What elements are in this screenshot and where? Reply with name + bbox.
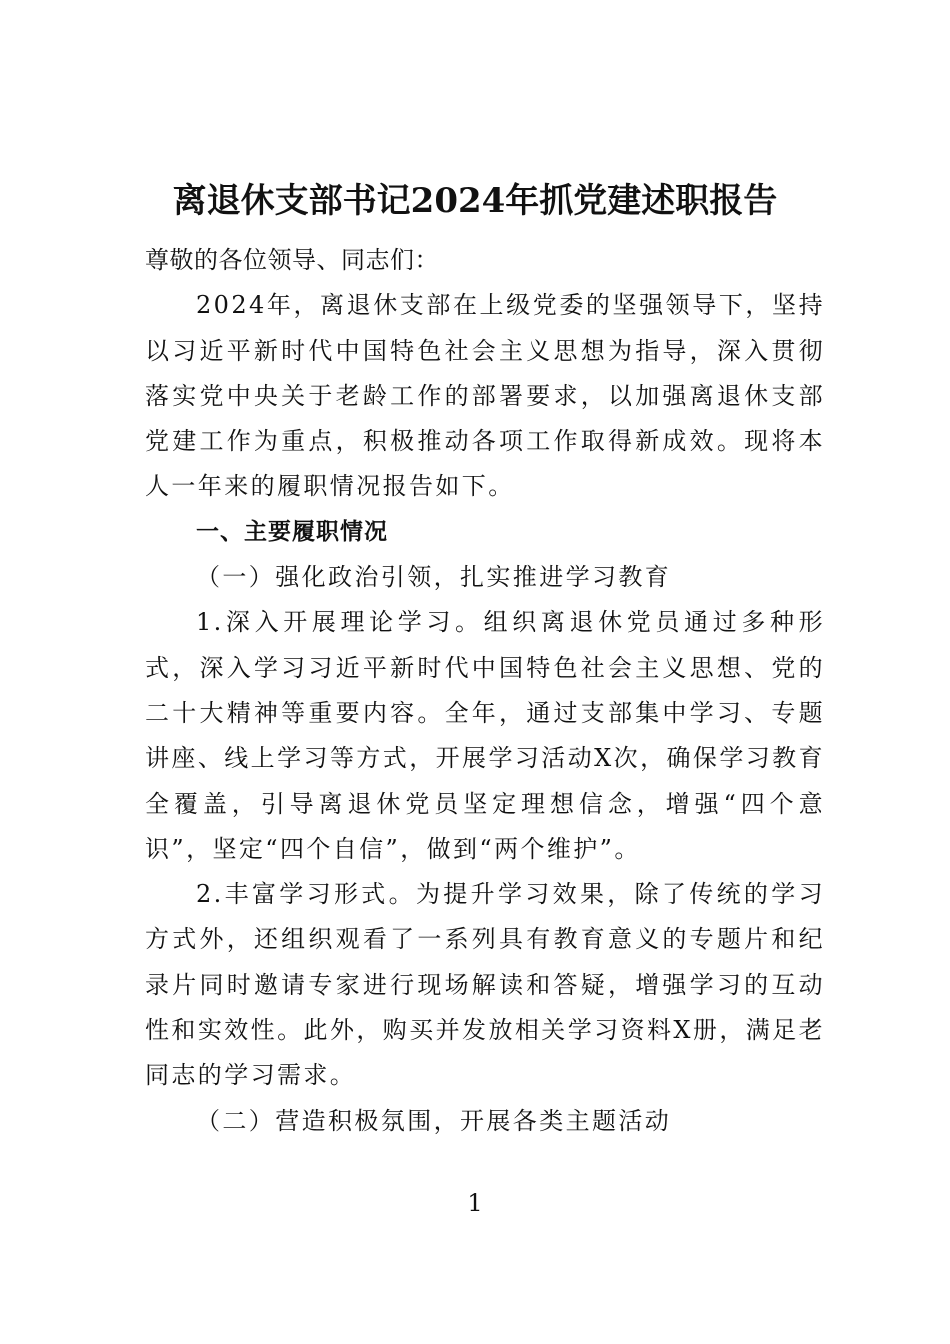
intro-paragraph: 2024年，离退休支部在上级党委的坚强领导下，坚持以习近平新时代中国特色社会主义思想为指导，深入贯彻落实党中央关于老龄工作的部署要求，以加强离退休支部党建工作为重点，积极推动各项工作取得新成效。现将本人一年来的履职情况报告如下。	[145, 291, 825, 501]
subsection-heading-political-guidance: （一）强化政治引领，扎实推进学习教育	[196, 563, 672, 592]
item-study-forms: 2.丰富学习形式。为提升学习效果，除了传统的学习方式外，还组织观看了一系列具有教育意义的专题片和纪录片同时邀请专家进行现场解读和答疑，增强学习的互动性和实效性。此外，购买并发放相关学习资料X册，满足老同志的学习需求。	[145, 880, 825, 1090]
section-heading-main-duties: 一、主要履职情况	[196, 518, 388, 545]
subsection-heading-theme-activities: （二）营造积极氛围，开展各类主题活动	[196, 1106, 672, 1135]
document-body	[145, 238, 825, 1144]
salutation: 尊敬的各位领导、同志们：	[145, 246, 439, 274]
document-title: 离退休支部书记2024年抓党建述职报告	[172, 181, 778, 221]
item-theory-study: 1.深入开展理论学习。组织离退休党员通过多种形式，深入学习习近平新时代中国特色社会主义思想、党的二十大精神等重要内容。全年，通过支部集中学习、专题讲座、线上学习等方式，开展学习活动X次，确保学习教育全覆盖，引导离退休党员坚定理想信念，增强“四个意识”，坚定“四个自信”，做到“两个维护”。	[145, 608, 825, 863]
page-number: 1	[467, 1189, 483, 1217]
